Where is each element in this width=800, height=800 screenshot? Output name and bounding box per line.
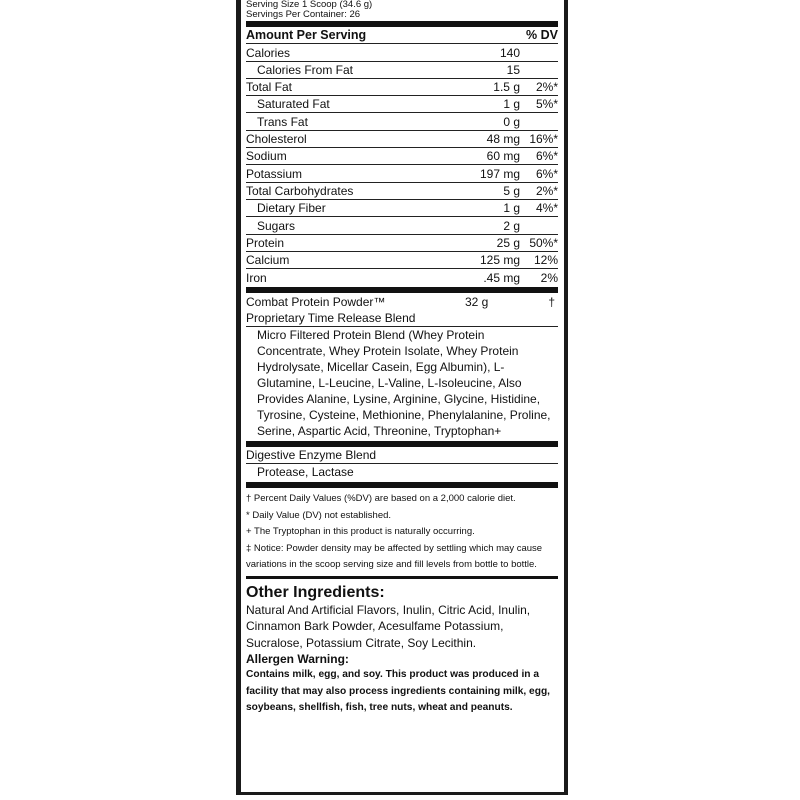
blend-name: Combat Protein Powder™: [246, 295, 386, 310]
nutrient-amount: .45 mg: [483, 271, 520, 286]
nutrient-row: [246, 79, 558, 96]
nutrient-amount: 140: [499, 45, 520, 60]
nutrient-amount: 1.5 g: [493, 80, 520, 95]
nutrient-amount: 60 mg: [486, 149, 520, 164]
nutrient-amount: 1 g: [503, 201, 520, 216]
nutrient-amount: 0 g: [503, 114, 520, 129]
nutrient-name: Calories: [246, 45, 291, 60]
nutrient-name: Sodium: [246, 149, 287, 164]
nutrient-dv: 6%*: [535, 166, 558, 181]
nutrient-dv: 16%*: [529, 132, 558, 147]
amount-header: [246, 27, 558, 44]
nutrient-row: [246, 252, 558, 269]
nutrient-amount: 48 mg: [486, 132, 520, 147]
blend-contents: Micro Filtered Protein Blend (Whey Protein Concentrate, Whey Protein Isolate, Whey Protein Hydrolysate, Micellar Casein, Egg Albumin), L-Glutamine, L-Leucine, L-Valine, L-Isoleucine, Also Provides Alanine, Lysine, Arginine, Glycine, Histidine, Tyrosine, Cysteine, Methionine, Phenylalanine, Proline, Serine, Aspartic Acid, Threonine, Tryptophan+: [246, 326, 558, 439]
nutrient-name: Sugars: [257, 218, 296, 233]
nutrient-name: Calcium: [246, 253, 290, 268]
thick-divider: [246, 287, 558, 293]
footnote: † Percent Daily Values (%DV) are based on a 2,000 calorie diet.: [246, 493, 516, 505]
enzyme-blend-contents: Protease, Lactase: [246, 463, 558, 480]
servings-per-container: Servings Per Container: 26: [246, 9, 361, 20]
nutrient-name: Potassium: [246, 166, 303, 181]
nutrient-name: Cholesterol: [246, 132, 307, 147]
serving-size: Serving Size 1 Scoop (34.6 g): [246, 0, 373, 10]
blend-subtitle: Proprietary Time Release Blend: [246, 311, 416, 326]
dv-header-label: % DV: [526, 28, 558, 43]
amount-per-serving-label: Amount Per Serving: [246, 28, 367, 43]
nutrient-amount: 1 g: [503, 97, 520, 112]
nutrient-row: [246, 113, 558, 130]
nutrient-amount: 15: [506, 62, 520, 77]
footnote: + The Tryptophan in this product is naturally occurring.: [246, 526, 475, 538]
nutrient-name: Protein: [246, 235, 285, 250]
other-ingredients-title: Other Ingredients:: [246, 583, 385, 601]
blend-dv-mark: †: [548, 295, 555, 310]
proprietary-blend-header: [246, 295, 558, 310]
nutrient-name: Saturated Fat: [257, 97, 330, 112]
nutrient-dv: 2%: [540, 271, 558, 286]
nutrient-dv: 2%*: [535, 183, 558, 198]
nutrient-dv: 50%*: [529, 235, 558, 250]
nutrient-name: Total Fat: [246, 80, 293, 95]
enzyme-blend-name: Digestive Enzyme Blend: [246, 448, 377, 463]
nutrient-amount: 125 mg: [479, 253, 520, 268]
nutrient-amount: 25 g: [496, 235, 520, 250]
nutrient-amount: 2 g: [503, 218, 520, 233]
thick-divider: [246, 482, 558, 488]
nutrient-dv: 12%: [533, 253, 558, 268]
footnote: ‡ Notice: Powder density may be affected by settling which may cause variations in the scoop serving size and fill levels from bottle to bottle.: [246, 542, 543, 571]
nutrient-name: Dietary Fiber: [257, 201, 326, 216]
nutrient-row: [246, 62, 558, 79]
nutrient-dv: 6%*: [535, 149, 558, 164]
nutrient-row: [246, 217, 558, 234]
nutrient-row: [246, 44, 558, 61]
footnote: * Daily Value (DV) not established.: [246, 509, 392, 521]
nutrient-row: [246, 200, 558, 217]
nutrient-row: [246, 235, 558, 252]
allergen-warning-text: Contains milk, egg, and soy. This product was produced in a facility that may also process ingredients containing milk, egg, soybeans, shellfish, fish, tree nuts, wheat and peanuts.: [246, 669, 551, 714]
blend-amount: 32 g: [465, 295, 489, 310]
nutrient-amount: 197 mg: [479, 166, 520, 181]
nutrition-facts-panel: [236, 0, 568, 795]
nutrient-dv: 5%*: [535, 97, 558, 112]
nutrient-dv: 4%*: [535, 201, 558, 216]
nutrient-row: [246, 131, 558, 148]
footnotes: [246, 491, 558, 574]
serving-info: [246, 0, 558, 20]
nutrient-name: Calories From Fat: [257, 62, 354, 77]
nutrient-row: [246, 148, 558, 165]
nutrient-row: [246, 183, 558, 200]
nutrient-name: Iron: [246, 271, 267, 286]
nutrient-dv: 2%*: [535, 80, 558, 95]
nutrient-amount: 5 g: [503, 183, 520, 198]
other-ingredients-text: Natural And Artificial Flavors, Inulin, Citric Acid, Inulin, Cinnamon Bark Powder, Acesulfame Potassium, Sucralose, Potassium Citrate, Soy Lecithin.: [246, 602, 531, 650]
nutrient-row: [246, 165, 558, 182]
nutrient-name: Trans Fat: [257, 114, 308, 129]
nutrient-name: Total Carbohydrates: [246, 183, 354, 198]
nutrient-row: [246, 96, 558, 113]
nutrient-row: [246, 269, 558, 286]
allergen-warning-title: Allergen Warning:: [246, 652, 349, 667]
divider: [246, 576, 558, 579]
